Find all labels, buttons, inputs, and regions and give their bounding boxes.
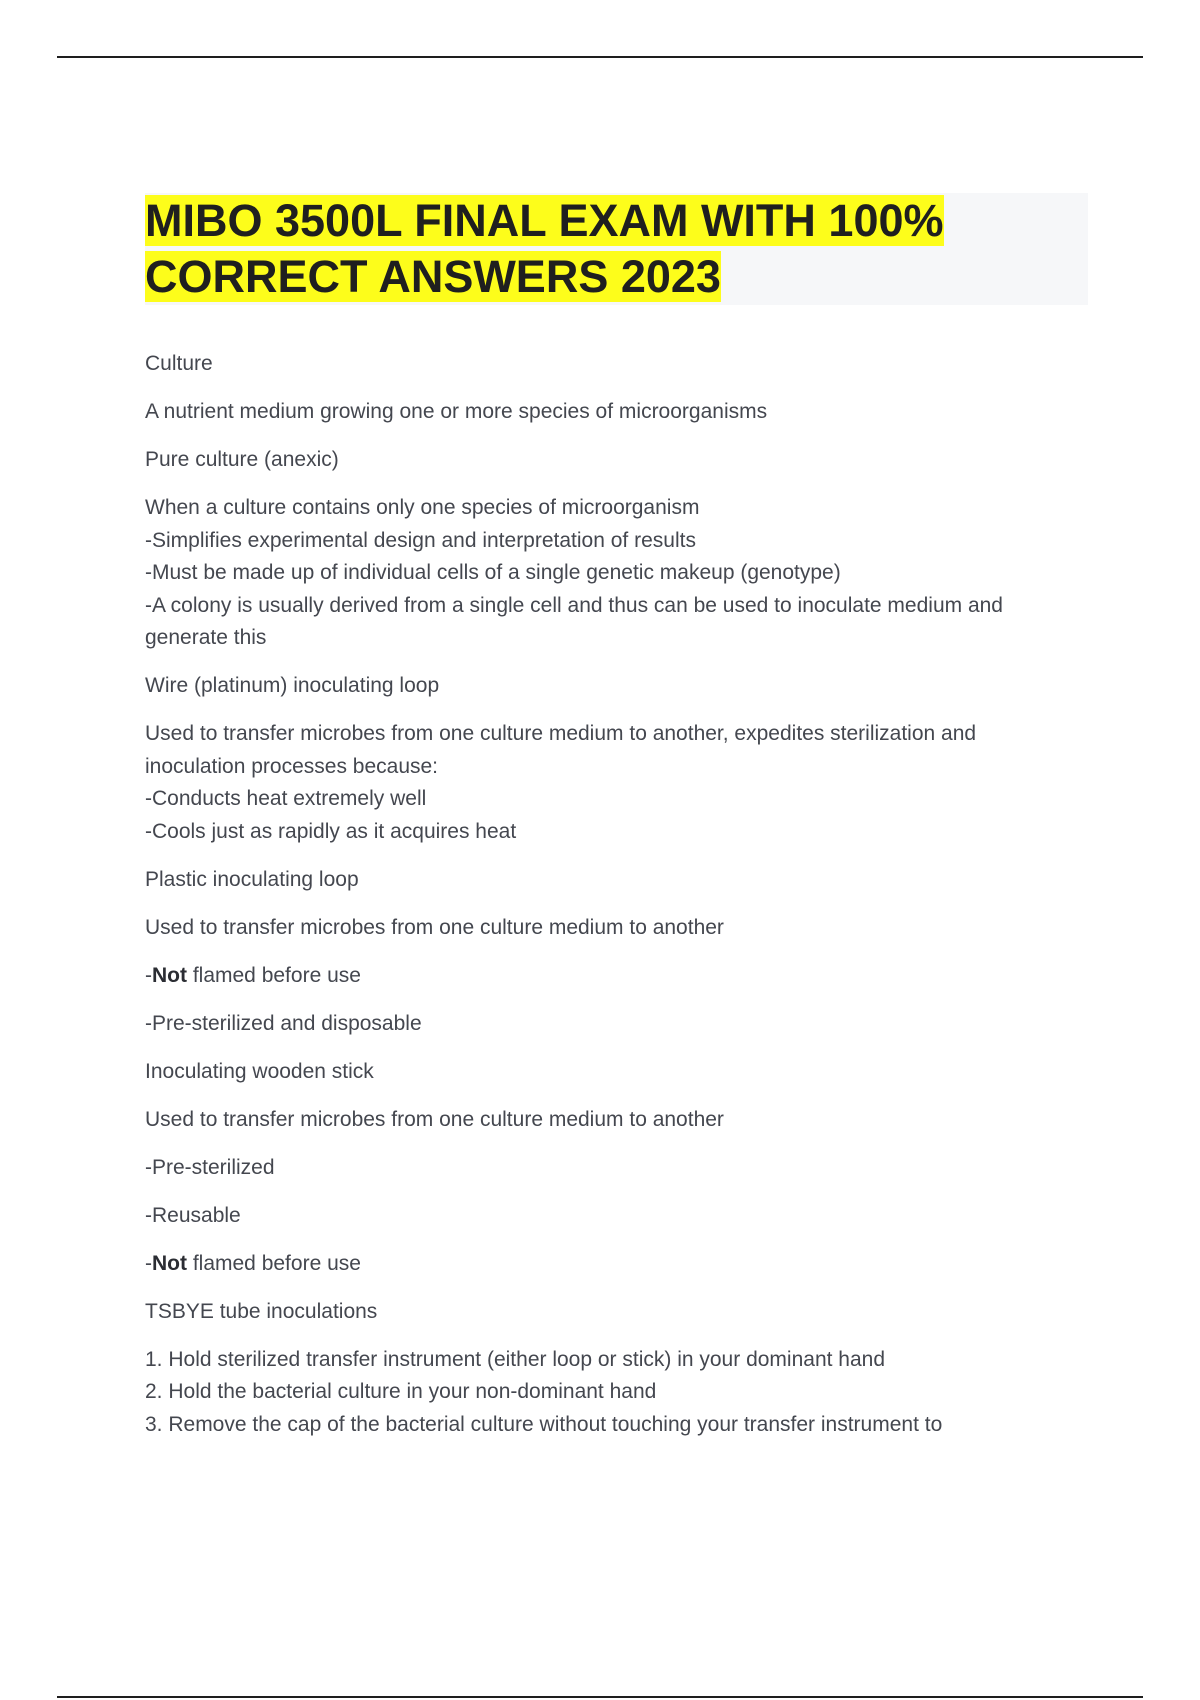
dash: -: [145, 1251, 152, 1275]
term-plastic-loop: Plastic inoculating loop: [145, 867, 359, 891]
tsbye-steps: [145, 1344, 1075, 1442]
term-wooden-stick: Inoculating wooden stick: [145, 1059, 374, 1083]
definition-wooden-stick: Used to transfer microbes from one culture medium to another: [145, 1107, 724, 1131]
plastic-not-flamed: [145, 960, 1075, 993]
bold-not: Not: [152, 1251, 187, 1275]
document-title: [145, 193, 1088, 305]
bottom-rule: [57, 1696, 1143, 1698]
plastic-presterilized: -Pre-sterilized and disposable: [145, 1011, 422, 1035]
definition-plastic-loop: Used to transfer microbes from one culture medium to another: [145, 915, 724, 939]
definition-line: -Cools just as rapidly as it acquires heat: [145, 819, 517, 843]
wooden-not-flamed: [145, 1248, 1075, 1281]
definition-line: -Simplifies experimental design and interpretation of results: [145, 528, 696, 552]
definition-line: -Conducts heat extremely well: [145, 787, 427, 810]
document-body: [145, 348, 1075, 1457]
definition-line: -Must be made up of individual cells of a single genetic makeup (genotype): [145, 561, 841, 584]
title-block: [145, 193, 1088, 305]
term-culture: Culture: [145, 352, 213, 375]
definition-line: Used to transfer microbes from one culture medium to another, expedites sterilization and inoculation processes because:: [145, 722, 977, 778]
title-line-2: CORRECT ANSWERS 2023: [145, 251, 721, 302]
wooden-reusable: -Reusable: [145, 1203, 241, 1227]
not-flamed-text: flamed before use: [187, 1251, 361, 1275]
definition-culture: A nutrient medium growing one or more species of microorganisms: [145, 400, 768, 423]
title-line-1: MIBO 3500L FINAL EXAM WITH 100%: [145, 195, 944, 246]
definition-line: -A colony is usually derived from a single cell and thus can be used to inoculate medium and generate this: [145, 593, 1003, 649]
term-pure-culture: Pure culture (anexic): [145, 448, 339, 471]
wooden-presterilized: -Pre-sterilized: [145, 1155, 275, 1179]
term-wire-loop: Wire (platinum) inoculating loop: [145, 674, 440, 697]
dash: -: [145, 963, 152, 987]
definition-line: When a culture contains only one species of microorganism: [145, 496, 700, 519]
term-tsbye: TSBYE tube inoculations: [145, 1299, 378, 1323]
bold-not: Not: [152, 963, 187, 987]
step-item: 3. Remove the cap of the bacterial culture without touching your transfer instrument to: [145, 1412, 943, 1436]
top-rule: [57, 56, 1143, 58]
definition-wire-loop: [145, 718, 1075, 848]
not-flamed-text: flamed before use: [187, 963, 361, 987]
definition-pure-culture: [145, 492, 1075, 655]
step-item: 2. Hold the bacterial culture in your non-dominant hand: [145, 1380, 657, 1403]
step-item: 1. Hold sterilized transfer instrument (either loop or stick) in your dominant hand: [145, 1347, 886, 1371]
